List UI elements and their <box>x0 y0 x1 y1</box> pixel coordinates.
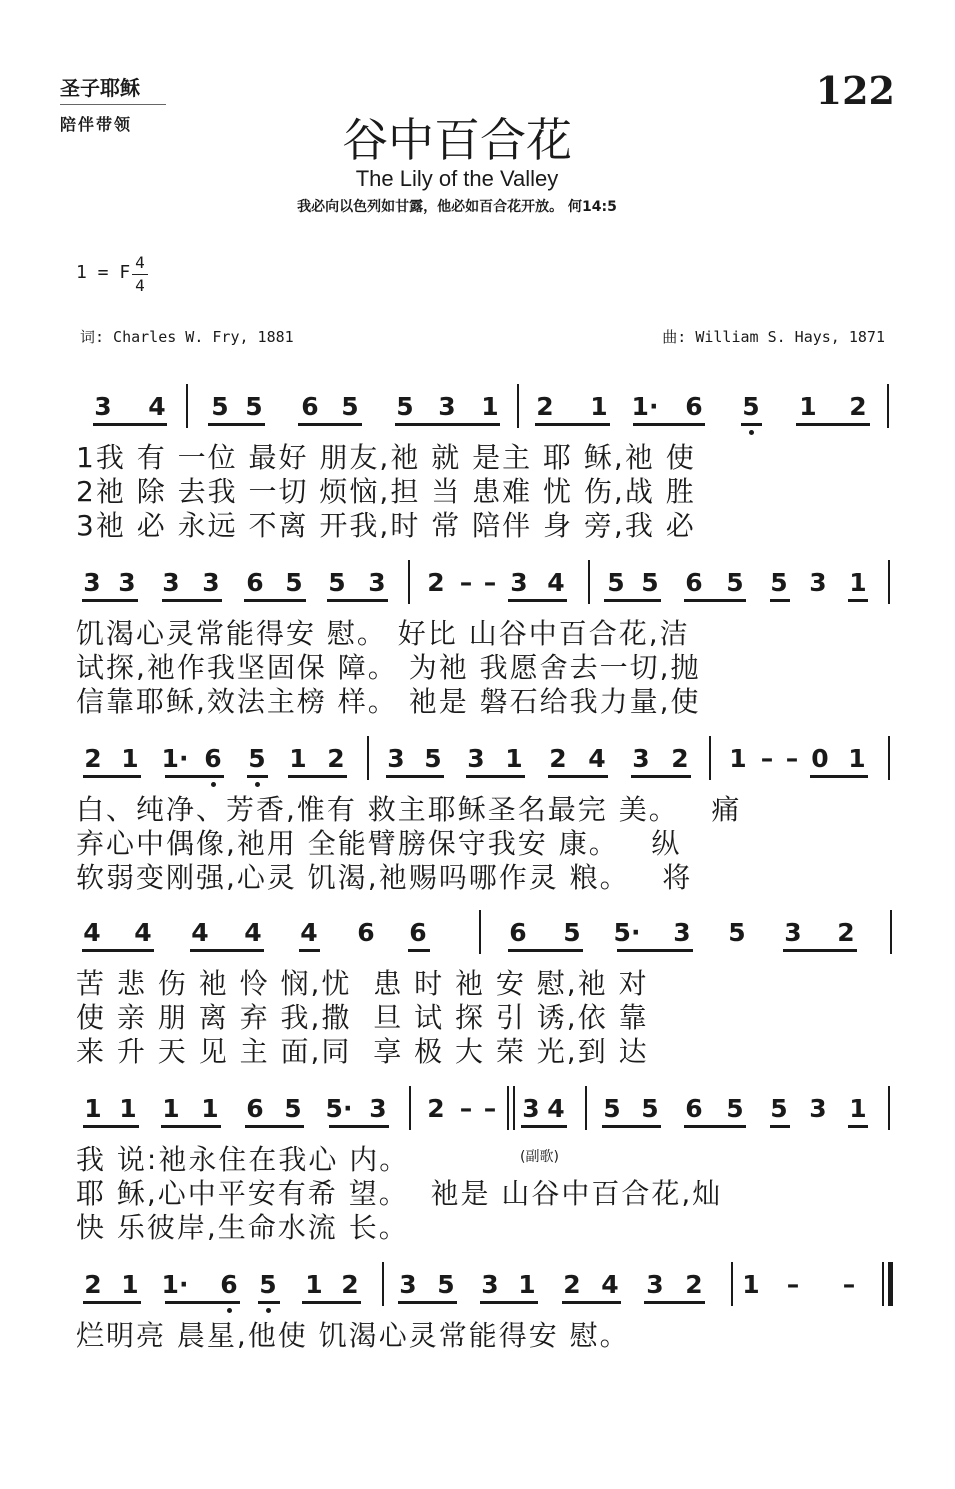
note: 5 <box>211 392 229 421</box>
note: 3 <box>481 1270 499 1299</box>
lyric-line: 烂明亮 晨星,他使 饥渴心灵常能得安 慰。 <box>76 1319 630 1352</box>
beat-underline <box>398 1301 457 1304</box>
beat-underline <box>386 775 444 778</box>
note: – <box>459 568 473 597</box>
beat-underline <box>298 423 362 426</box>
note: 5· <box>613 918 641 947</box>
lyric-line: 3祂 必 永远 不离 开我,时 常 陪伴 身 旁,我 必 <box>76 509 696 542</box>
note: 4 <box>588 744 606 773</box>
note: 1· <box>631 392 659 421</box>
beat-underline <box>299 949 320 952</box>
beat-underline <box>165 1301 240 1304</box>
note: 1 <box>162 1094 180 1123</box>
time-top: 4 <box>135 253 145 272</box>
note: 3 <box>202 568 220 597</box>
lyricist-credit: 词: Charles W. Fry, 1881 <box>80 328 294 346</box>
note: – <box>842 1270 856 1299</box>
note: 6 <box>246 1094 264 1123</box>
beat-underline <box>245 1125 304 1128</box>
barline <box>507 1086 509 1130</box>
barline <box>709 736 711 780</box>
beat-underline <box>684 1125 746 1128</box>
beat-underline <box>617 949 693 952</box>
note: 2 <box>837 918 855 947</box>
note: 4 <box>191 918 209 947</box>
barline <box>479 910 481 954</box>
note: 3 <box>784 918 802 947</box>
barline <box>887 384 889 428</box>
note: 1· <box>161 1270 189 1299</box>
lyric-line: 1我 有 一位 最好 朋友,祂 就 是主 耶 稣,祂 使 <box>76 441 696 474</box>
barline <box>882 1262 884 1306</box>
lyric-line: 2祂 除 去我 一切 烦恼,担 当 患难 忧 伤,战 胜 <box>76 475 696 508</box>
note: 2 <box>849 392 867 421</box>
note: 6 <box>204 744 222 773</box>
barline <box>888 1086 890 1130</box>
lyric-line: 我 说:祂永住在我心 内。 <box>76 1143 410 1176</box>
note: 2 <box>549 744 567 773</box>
scripture-verse: 我必向以色列如甘露，他必如百合花开放。 何14:5 <box>297 199 617 215</box>
note: 5 <box>248 744 266 773</box>
note: 5 <box>603 1094 621 1123</box>
note: 3 <box>399 1270 417 1299</box>
english-title: The Lily of the Valley <box>355 166 559 191</box>
lyric-line: 来 升 天 见 主 面,同 享 极 大 荣 光,到 达 <box>76 1035 649 1068</box>
note: 1· <box>161 744 189 773</box>
time-bottom: 4 <box>135 276 145 295</box>
note: 3 <box>646 1270 664 1299</box>
note: 4 <box>300 918 318 947</box>
note: 5 <box>641 1094 659 1123</box>
note: – <box>459 1094 473 1123</box>
series-subtitle: 陪伴带领 <box>60 115 133 134</box>
beat-underline <box>247 775 268 778</box>
beat-underline <box>162 599 222 602</box>
lyric-line: 快 乐彼岸,生命水流 长。 <box>76 1211 409 1244</box>
composer-credit: 曲: William S. Hays, 1871 <box>662 328 885 346</box>
beat-underline <box>244 599 306 602</box>
beat-underline <box>395 423 500 426</box>
note: 1 <box>799 392 817 421</box>
note: 5 <box>563 918 581 947</box>
lyric-line: 耶 稣,心中平安有希 望。 祂是 山谷中百合花,灿 <box>76 1177 723 1210</box>
note: 5 <box>341 392 359 421</box>
note: 6 <box>220 1270 238 1299</box>
time-signature <box>132 252 148 297</box>
beat-underline <box>480 1301 538 1304</box>
beat-underline <box>848 599 868 602</box>
beat-underline <box>83 775 141 778</box>
low-octave-dot <box>255 782 260 787</box>
lyric-line: 软弱变刚强,心灵 饥渴,祂赐吗哪作灵 粮。 将 <box>76 861 693 894</box>
note: 1 <box>121 744 139 773</box>
note: 5 <box>770 1094 788 1123</box>
barline <box>588 560 590 604</box>
note: 2 <box>685 1270 703 1299</box>
note: 2 <box>84 744 102 773</box>
note: 5 <box>770 568 788 597</box>
note: 5· <box>325 1094 353 1123</box>
beat-underline <box>82 949 154 952</box>
beat-underline <box>408 949 430 952</box>
note: 1 <box>849 1094 867 1123</box>
note: – <box>483 568 497 597</box>
beat-underline <box>82 599 138 602</box>
note: 4 <box>244 918 262 947</box>
beat-underline <box>466 775 525 778</box>
note: 1 <box>590 392 608 421</box>
note: 5 <box>728 918 746 947</box>
beat-underline <box>741 423 762 426</box>
barline <box>890 910 892 954</box>
note: 3 <box>368 568 386 597</box>
note: 3 <box>673 918 691 947</box>
note: 2 <box>84 1270 102 1299</box>
beat-underline <box>631 775 691 778</box>
note: 2 <box>671 744 689 773</box>
lyric-line: 信靠耶稣,效法主榜 样。 祂是 磐石给我力量,使 <box>76 685 701 718</box>
note: 5 <box>245 392 263 421</box>
note: 2 <box>536 392 554 421</box>
refrain-label: (副歌) <box>520 1149 559 1165</box>
note: 5 <box>726 568 744 597</box>
note: 2 <box>427 568 445 597</box>
beat-underline <box>83 1125 139 1128</box>
beat-underline <box>302 1301 361 1304</box>
note: 1 <box>729 744 747 773</box>
beat-underline <box>770 1125 790 1128</box>
beat-underline <box>644 1301 705 1304</box>
beat-underline <box>810 775 868 778</box>
note: 3 <box>809 1094 827 1123</box>
note: – <box>785 744 799 773</box>
beat-underline <box>783 949 857 952</box>
note: – <box>760 744 774 773</box>
note: 1 <box>518 1270 536 1299</box>
note: 4 <box>148 392 166 421</box>
note: 5 <box>424 744 442 773</box>
note: 6 <box>357 918 375 947</box>
note: 2 <box>341 1270 359 1299</box>
barline <box>731 1262 733 1306</box>
beat-underline <box>684 599 746 602</box>
beat-underline <box>535 423 610 426</box>
lyric-line: 试探,祂作我坚固保 障。 为祂 我愿舍去一切,抛 <box>76 651 701 684</box>
note: 6 <box>685 392 703 421</box>
series-title: 圣子耶稣 <box>60 76 140 100</box>
note: 4 <box>601 1270 619 1299</box>
note: 5 <box>607 568 625 597</box>
barline <box>367 736 369 780</box>
note: 6 <box>685 1094 703 1123</box>
low-octave-dot <box>211 782 216 787</box>
note: 2 <box>327 744 345 773</box>
beat-underline <box>165 775 224 778</box>
note: 1 <box>121 1270 139 1299</box>
lyric-line: 弃心中偶像,祂用 全能臂膀保守我安 康。 纵 <box>76 827 682 860</box>
note: 0 <box>811 744 829 773</box>
note: 3 <box>83 568 101 597</box>
beat-underline <box>848 1125 868 1128</box>
note: 1 <box>742 1270 760 1299</box>
note: 5 <box>284 1094 302 1123</box>
note: 5 <box>641 568 659 597</box>
lyric-line: 白、纯净、芳香,惟有 救主耶稣圣名最完 美。 痛 <box>76 793 742 826</box>
note: 3 <box>809 568 827 597</box>
note: 3 <box>369 1094 387 1123</box>
note: – <box>786 1270 800 1299</box>
beat-underline <box>562 1301 621 1304</box>
note: 3 <box>438 392 456 421</box>
note: 6 <box>685 568 703 597</box>
note: 3 <box>632 744 650 773</box>
note: 3 <box>467 744 485 773</box>
barline <box>517 384 519 428</box>
note: 6 <box>246 568 264 597</box>
note: 1 <box>481 392 499 421</box>
lyric-line: 饥渴心灵常能得安 慰。 好比 山谷中百合花,洁 <box>76 617 690 650</box>
note: 5 <box>437 1270 455 1299</box>
beat-underline <box>604 599 661 602</box>
note: 5 <box>285 568 303 597</box>
note: 4 <box>83 918 101 947</box>
beat-underline <box>770 599 790 602</box>
note: 3 <box>510 568 528 597</box>
beat-underline <box>548 775 608 778</box>
note: 5 <box>726 1094 744 1123</box>
note: 4 <box>134 918 152 947</box>
barline <box>186 384 188 428</box>
note: 3 <box>162 568 180 597</box>
note: 3 <box>118 568 136 597</box>
note: 1 <box>84 1094 102 1123</box>
note: 1 <box>289 744 307 773</box>
note: 3 <box>94 392 112 421</box>
note: 6 <box>409 918 427 947</box>
note: 1 <box>848 744 866 773</box>
barline <box>408 560 410 604</box>
beat-underline <box>602 1125 661 1128</box>
beat-underline <box>508 599 567 602</box>
note: 3 <box>387 744 405 773</box>
beat-underline <box>633 423 705 426</box>
beat-underline <box>161 1125 221 1128</box>
lyric-line: 使 亲 朋 离 弃 我,撒 旦 试 探 引 诱,依 靠 <box>76 1001 649 1034</box>
note: 1 <box>119 1094 137 1123</box>
barline <box>888 736 890 780</box>
low-octave-dot <box>266 1308 271 1313</box>
low-octave-dot <box>749 430 754 435</box>
key-signature: 1 = F <box>76 262 131 283</box>
beat-underline <box>83 1301 141 1304</box>
beat-underline <box>208 423 265 426</box>
barline <box>409 1086 411 1130</box>
note: 1 <box>305 1270 323 1299</box>
beat-underline <box>521 1125 567 1128</box>
barline <box>888 560 890 604</box>
note: 4 <box>547 1094 565 1123</box>
beat-underline <box>93 423 167 426</box>
page-title: 谷中百合花 <box>342 113 572 167</box>
beat-underline <box>329 1125 389 1128</box>
low-octave-dot <box>227 1308 232 1313</box>
barline <box>585 1086 587 1130</box>
barline <box>888 1262 893 1306</box>
beat-underline <box>327 599 388 602</box>
note: 1 <box>849 568 867 597</box>
note: – <box>483 1094 497 1123</box>
note: 6 <box>509 918 527 947</box>
note: 5 <box>742 392 760 421</box>
note: 5 <box>396 392 414 421</box>
beat-underline <box>190 949 264 952</box>
lyric-line: 苦 悲 伤 祂 怜 悯,忧 患 时 祂 安 慰,祂 对 <box>76 967 649 1000</box>
note: 5 <box>328 568 346 597</box>
note: 3 <box>522 1094 540 1123</box>
hymn-number: 122 <box>815 68 895 113</box>
note: 5 <box>259 1270 277 1299</box>
note: 6 <box>301 392 319 421</box>
beat-underline <box>796 423 870 426</box>
note: 2 <box>427 1094 445 1123</box>
note: 1 <box>201 1094 219 1123</box>
beat-underline <box>508 949 583 952</box>
note: 1 <box>505 744 523 773</box>
barline <box>382 1262 384 1306</box>
barline <box>513 1086 515 1130</box>
note: 2 <box>563 1270 581 1299</box>
beat-underline <box>288 775 347 778</box>
note: 4 <box>547 568 565 597</box>
beat-underline <box>258 1301 280 1304</box>
